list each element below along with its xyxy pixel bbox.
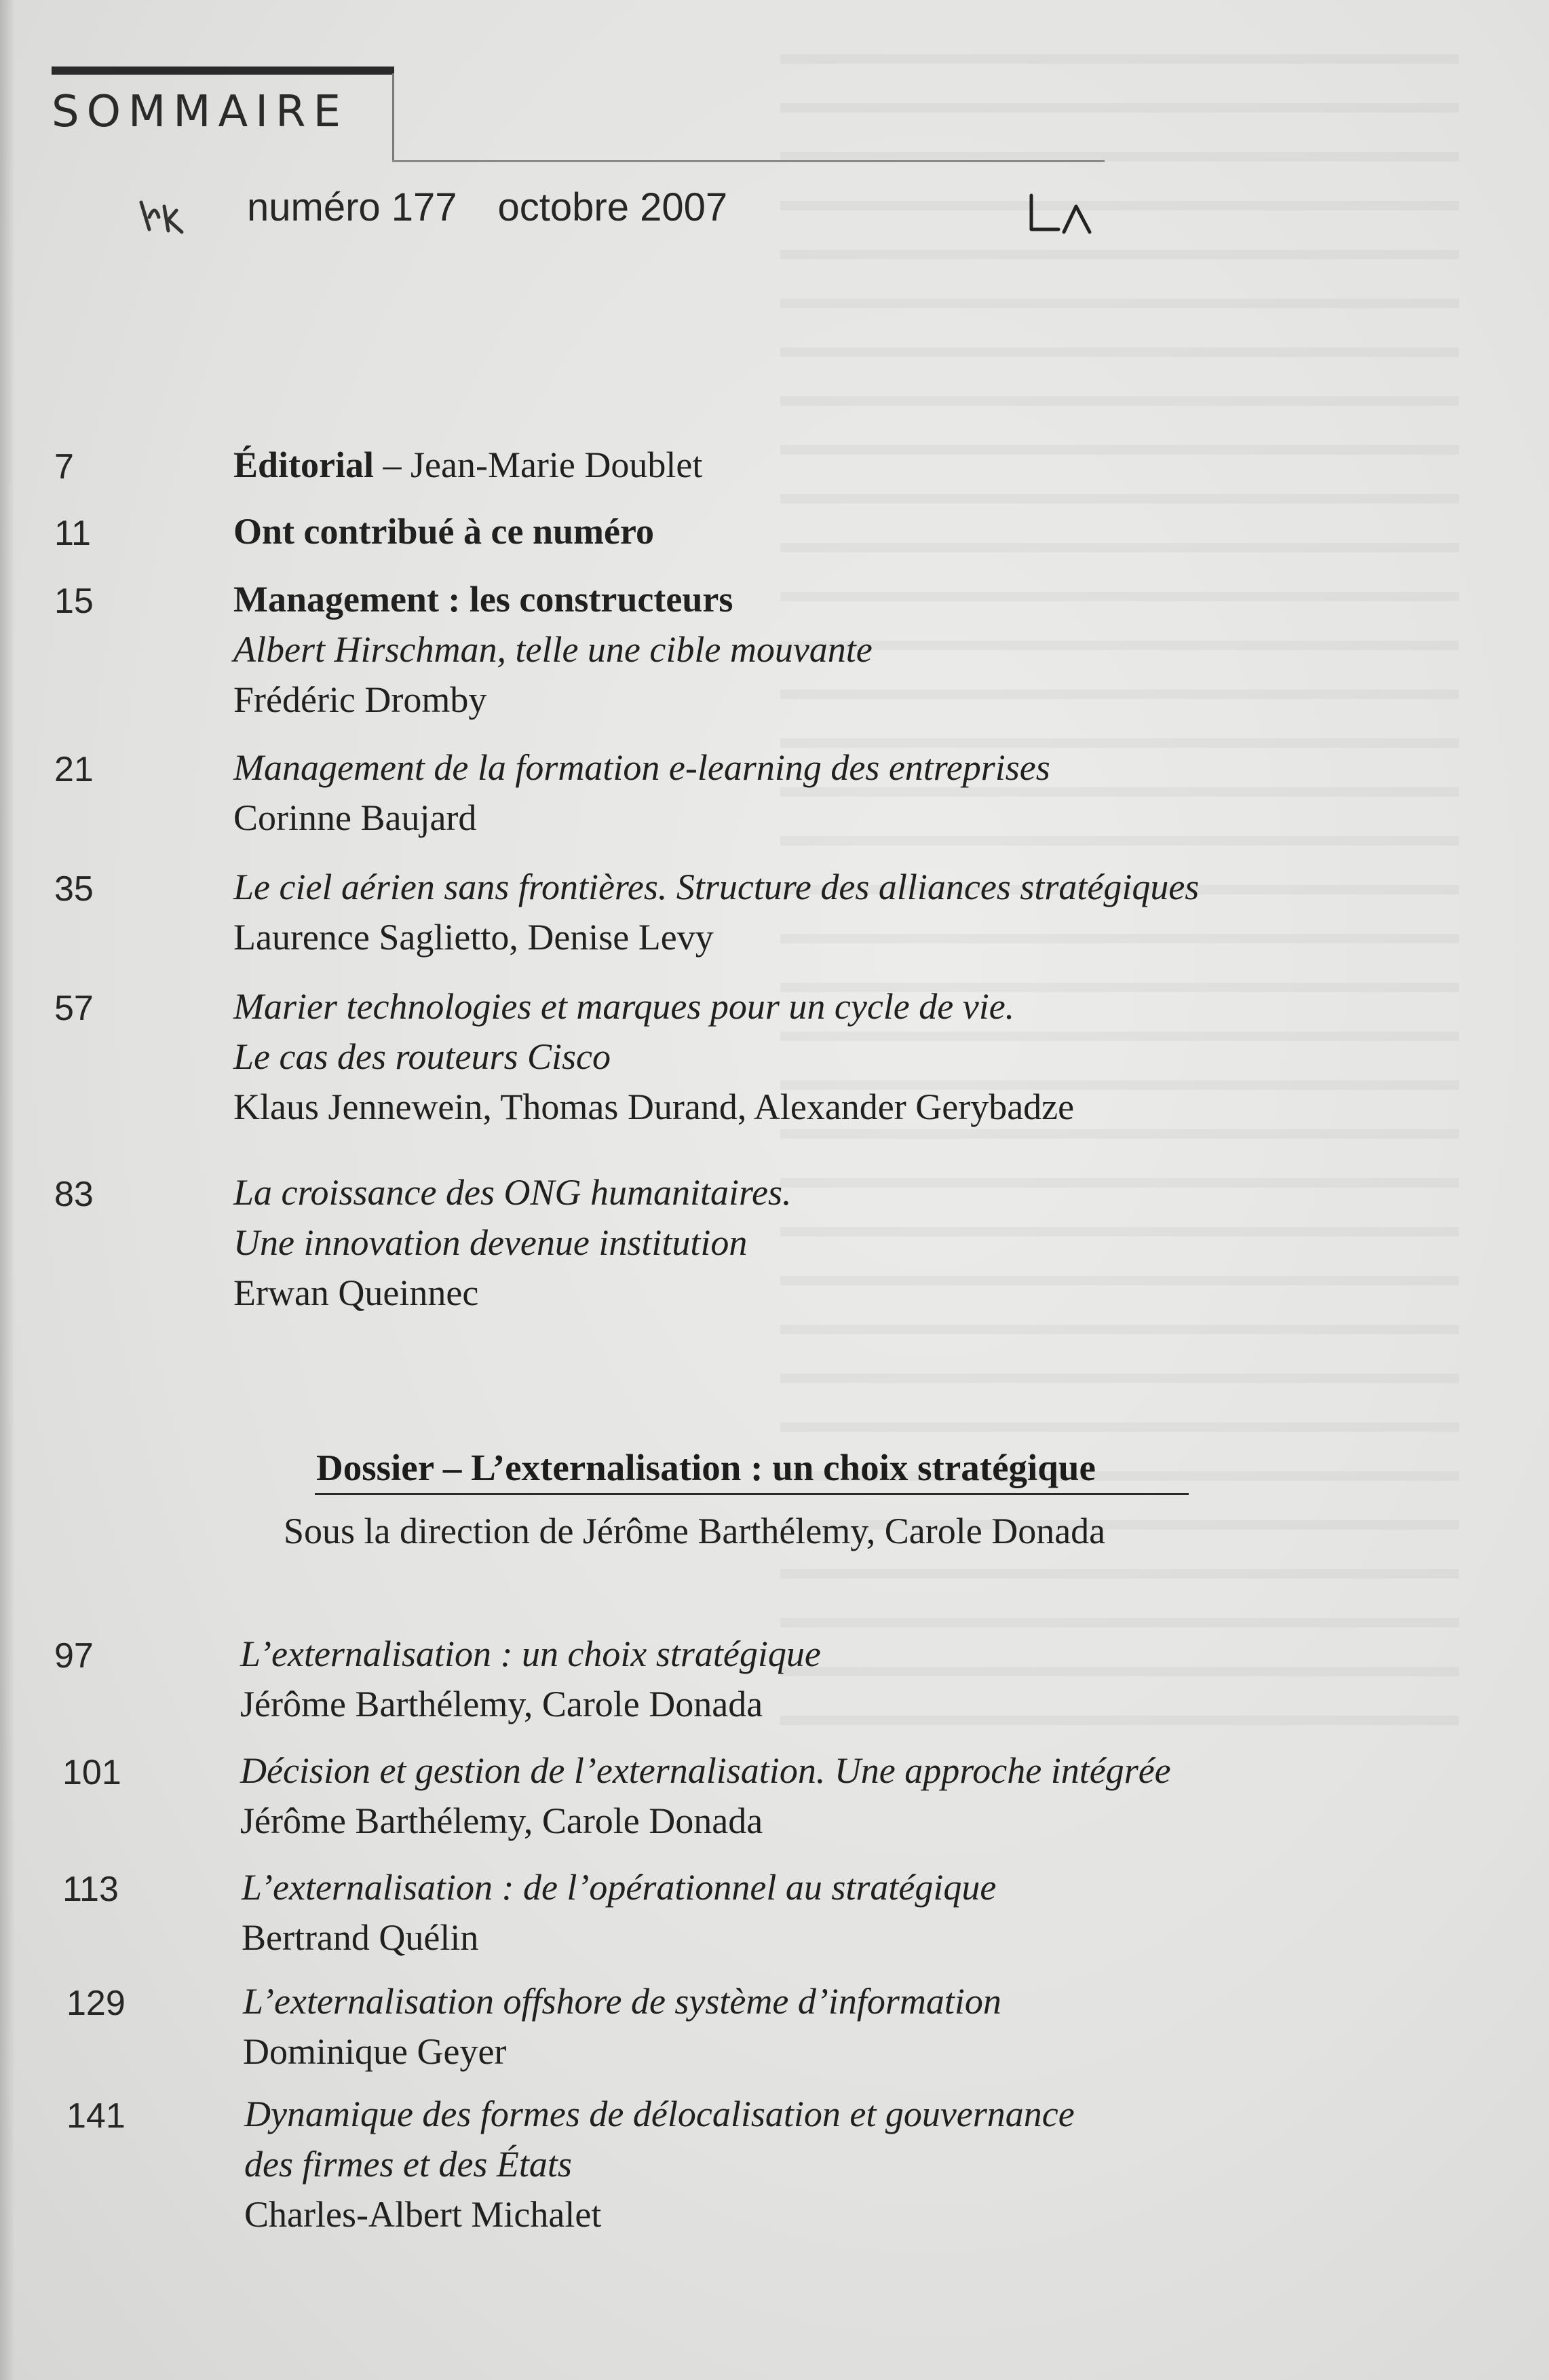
issue-line [247,185,727,230]
handwritten-initials-icon [1022,191,1102,238]
page-number: 21 [54,750,94,789]
entry-title: Management de la formation e-learning des entreprises [233,747,1050,788]
page-number: 11 [54,514,91,553]
entry-title: Ont contribué à ce numéro [233,511,654,552]
page-number: 129 [66,1984,126,2023]
page-number: 57 [54,989,94,1028]
entry-title: La croissance des ONG humanitaires. [233,1172,792,1213]
entry-title: Albert Hirschman, telle une cible mouvante [233,629,873,670]
page-number: 113 [62,1870,119,1909]
entry-author: Erwan Queinnec [233,1272,479,1313]
entry-author: Dominique Geyer [243,2031,507,2072]
entry-title: Décision et gestion de l’externalisation. Une approche intégrée [240,1750,1171,1791]
header-bar [52,67,394,75]
dossier-underline [315,1493,1189,1495]
issue-number: numéro 177 [247,185,457,229]
page-number: 7 [54,447,74,487]
entry-title-continued: Le cas des routeurs Cisco [233,1036,611,1077]
entry-author: Jean-Marie Doublet [410,445,703,485]
page-edge-shadow [0,0,15,2380]
entry-author: Frédéric Dromby [233,679,487,720]
entry-title: Dynamique des formes de délocalisation et gouvernance [244,2094,1075,2134]
entry-author: Jérôme Barthélemy, Carole Donada [240,1684,763,1724]
header-vertical-rule [392,73,394,162]
entry-title-continued: Une innovation devenue institution [233,1222,748,1263]
entry-title: Marier technologies et marques pour un cycle de vie. [233,986,1015,1027]
page-number: 97 [54,1636,94,1676]
page-number: 83 [54,1175,94,1214]
entry-title: Éditorial [233,445,375,485]
dossier-direction: Sous la direction de Jérôme Barthélemy, Carole Donada [284,1511,1106,1551]
page-number: 15 [54,582,94,621]
page-number: 35 [54,869,94,909]
entry-author: Laurence Saglietto, Denise Levy [233,917,714,958]
entry-title: L’externalisation : de l’opérationnel au stratégique [242,1867,997,1908]
entry-author: Corinne Baujard [233,797,477,838]
header-horizontal-rule [392,160,1105,162]
entry-author: Jérôme Barthélemy, Carole Donada [240,1800,763,1841]
dossier-title: Dossier – L’externalisation : un choix stratégique [316,1447,1096,1488]
section-title: Management : les constructeurs [233,579,733,620]
page-title: SOMMAIRE [52,87,348,137]
page-number: 141 [66,2096,126,2136]
entry-author: Charles-Albert Michalet [244,2194,602,2235]
issue-date: octobre 2007 [497,185,728,229]
handwritten-mark-icon [134,197,189,238]
page-number: 101 [62,1753,121,1792]
entry-title: Le ciel aérien sans frontières. Structure des alliances stratégiques [233,867,1200,907]
entry-title: L’externalisation offshore de système d’information [243,1981,1001,2022]
entry-author: Bertrand Quélin [242,1917,479,1958]
entry-author: Klaus Jennewein, Thomas Durand, Alexander Gerybadze [233,1087,1075,1127]
entry-title-continued: des firmes et des États [244,2144,572,2185]
entry-title: L’externalisation : un choix stratégique [240,1633,821,1674]
